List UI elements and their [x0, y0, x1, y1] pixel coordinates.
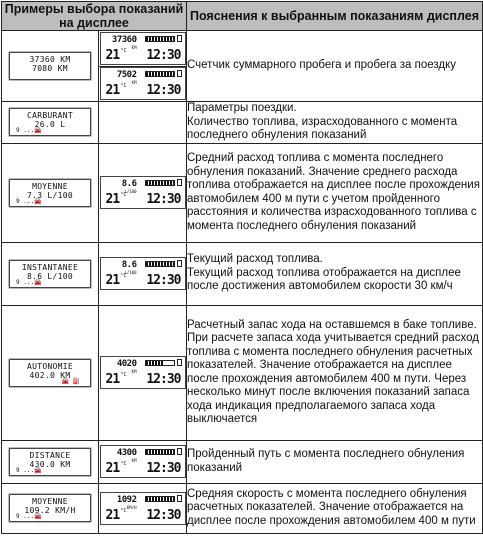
display-example-instant-consumption: [2, 242, 99, 305]
dashboard-display: 8.6 L/100 21 °C 12:30: [100, 176, 186, 209]
description: Параметры поездки. Количество топлива, израсходованного с момента последнего обнуления показаний: [187, 102, 483, 144]
dashboard-display: 37360 KM 21 °C 12:30: [100, 32, 186, 65]
car-icon: 9 ...🚘: [16, 466, 42, 474]
display-example-average-speed: [2, 483, 99, 533]
car-icon: 9 ...🚘: [16, 278, 42, 286]
fuel-pump-icon: [177, 448, 182, 455]
fuel-pump-icon: [177, 35, 182, 42]
multifunction-display: INSTANTANEE 8.6 L/100 9 ...🚘: [9, 260, 91, 288]
car-icon: 9 ...🚘: [16, 127, 42, 135]
dashboard-display: 4020 KM 21 °C 12:30: [100, 356, 186, 389]
fuel-level-bar: [145, 449, 175, 455]
fuel-pump-icon: [177, 70, 182, 77]
table-row: [2, 31, 483, 102]
dashboard-display: 7502 KM 21 °C 12:30: [100, 67, 186, 100]
car-fuel-icon: 🚘 ⛽: [61, 377, 80, 385]
car-icon: 9 ...🚘: [16, 513, 42, 520]
description: Средний расход топлива с момента последнего обнуления показаний. Значение среднего расхода топлива отображается на дисплее после прохождения автомобилем 400 м пути с учетом пройденного расстояния и количества израсходованного топлива с момента последнего обнуления показаний: [187, 143, 483, 242]
description: Текущий расход топлива. Текущий расход топлива отображается на дисплее после достижения автомобилем скорости 30 км/ч: [187, 242, 483, 305]
display-example-fuel-used: [2, 102, 99, 144]
display-example-odometer: [2, 31, 99, 102]
display-example-average-consumption: [2, 143, 99, 242]
table-row: [2, 102, 483, 144]
display-readings-table: [1, 1, 483, 534]
fuel-pump-icon: [177, 179, 182, 186]
fuel-level-bar: [145, 360, 175, 366]
multifunction-display: MOYENNE 7.3 L/100 9 ...🚘: [9, 179, 91, 207]
multifunction-display: 37360 KM 7080 KM: [9, 52, 91, 80]
dashboard-display: 8.6 L/100 21 °C 12:30: [100, 257, 186, 290]
fuel-level-bar: [145, 496, 175, 502]
description: Счетчик суммарного пробега и пробега за поездку: [187, 31, 483, 102]
dashboard-display: 4300 KM 21 °C 12:30: [100, 445, 186, 478]
description: Средняя скорость с момента последнего обнуления расчетных показателей. Значение отображается на дисплее после прохождения автомобилем 400 м пути: [187, 483, 483, 533]
dashboard-display: 1092 KM/H 21 °C 12:30: [100, 492, 186, 525]
multifunction-display: MOYENNE 109.2 KM/H 9 ...🚘: [9, 494, 91, 522]
fuel-level-bar: [145, 36, 175, 42]
header-examples: Примеры выбора показаний на дисплее: [2, 2, 187, 31]
display-example-range: [2, 305, 99, 440]
multifunction-display: CARBURANT 26.0 L 9 ...🚘: [9, 108, 91, 136]
table-row: [2, 483, 483, 533]
car-icon: 9 ...🚘: [16, 197, 42, 205]
fuel-level-bar: [145, 261, 175, 267]
fuel-pump-icon: [177, 359, 182, 366]
table-row: [2, 242, 483, 305]
fuel-pump-icon: [177, 495, 182, 502]
header-explanations: Пояснения к выбранным показаниям дисплея: [187, 2, 483, 31]
table-row: [2, 440, 483, 483]
table-row: [2, 143, 483, 242]
multifunction-display: AUTONOMIE 402.0 KM 🚘 ⛽: [9, 359, 91, 387]
fuel-level-bar: [145, 180, 175, 186]
dashboard-display-odometer: [99, 31, 187, 102]
description: Пройденный путь с момента последнего обнуления показаний: [187, 440, 483, 483]
fuel-pump-icon: [177, 260, 182, 267]
table-row: [2, 305, 483, 440]
display-example-distance: [2, 440, 99, 483]
description: Расчетный запас хода на оставшемся в баке топливе. При расчете запаса хода учитывается средний расход топлива с момента последнего обнуления расчетных показателей. Значение отображается на дисплее после прохождения автомобилем 400 м пути. Через несколько минут после включения показаний запаса хода индикация предполагаемого запаса хода выключается: [187, 305, 483, 440]
fuel-level-bar: [145, 71, 175, 77]
multifunction-display: DISTANCE 430.0 KM 9 ...🚘: [9, 448, 91, 476]
